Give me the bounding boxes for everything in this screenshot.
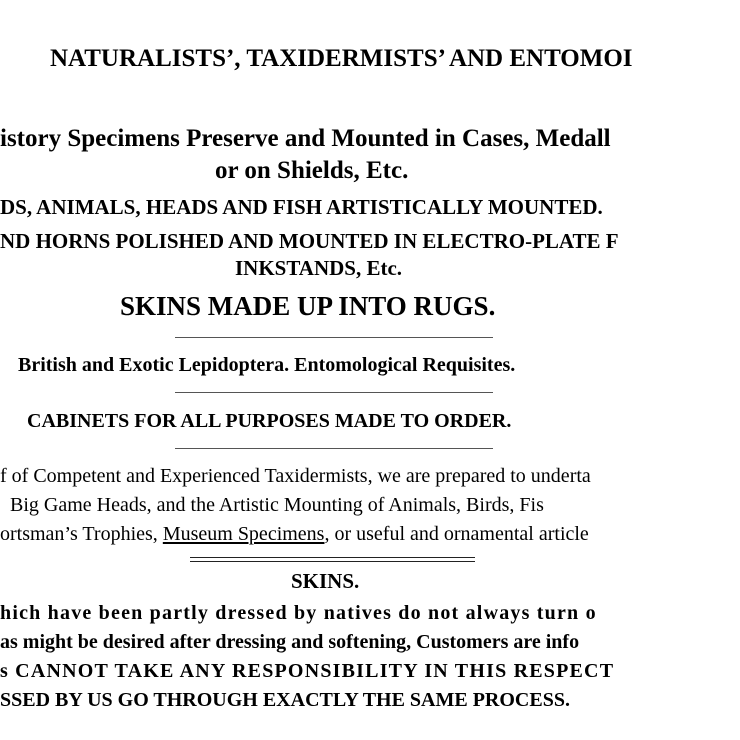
skins-paragraph-line4: SSED BY US GO THROUGH EXACTLY THE SAME PROCESS. bbox=[0, 689, 570, 711]
rugs-heading: SKINS MADE UP INTO RUGS. bbox=[120, 291, 496, 321]
double-divider-rule bbox=[190, 557, 475, 562]
body-paragraph-line3 bbox=[0, 524, 589, 544]
skins-paragraph-line3: s CANNOT TAKE ANY RESPONSIBILITY IN THIS RESPECT bbox=[0, 660, 615, 682]
skins-paragraph-line2: as might be desired after dressing and softening, Customers are info bbox=[0, 631, 580, 653]
horns-line2: INKSTANDS, Etc. bbox=[235, 256, 403, 280]
lepidoptera-line: British and Exotic Lepidoptera. Entomological Requisites. bbox=[18, 354, 516, 376]
body-line3-end: , or useful and ornamental article bbox=[324, 523, 589, 545]
specimens-heading-line2: or on Shields, Etc. bbox=[215, 157, 409, 184]
body-paragraph-line2: Big Game Heads, and the Artistic Mounting of Animals, Birds, Fis bbox=[10, 494, 544, 516]
header-title: NATURALISTS’, TAXIDERMISTS’ AND ENTOMOI bbox=[50, 45, 633, 72]
divider-rule bbox=[175, 392, 493, 393]
cabinets-line: CABINETS FOR ALL PURPOSES MADE TO ORDER. bbox=[27, 410, 512, 432]
birds-animals-line: DS, ANIMALS, HEADS AND FISH ARTISTICALLY MOUNTED. bbox=[0, 195, 603, 219]
horns-line1: ND HORNS POLISHED AND MOUNTED IN ELECTRO-PLATE F bbox=[0, 229, 619, 253]
museum-specimens-text: Museum Specimens bbox=[162, 523, 325, 545]
specimens-heading-line1: istory Specimens Preserve and Mounted in Cases, Medall bbox=[0, 125, 611, 152]
divider-rule bbox=[175, 448, 493, 449]
skins-heading: SKINS. bbox=[291, 569, 360, 593]
skins-paragraph-line1: hich have been partly dressed by natives do not always turn o bbox=[0, 602, 597, 624]
body-paragraph-line1: f of Competent and Experienced Taxidermists, we are prepared to underta bbox=[0, 465, 591, 487]
body-line3-start: ortsman’s Trophies, bbox=[0, 523, 163, 545]
divider-rule bbox=[175, 337, 493, 338]
